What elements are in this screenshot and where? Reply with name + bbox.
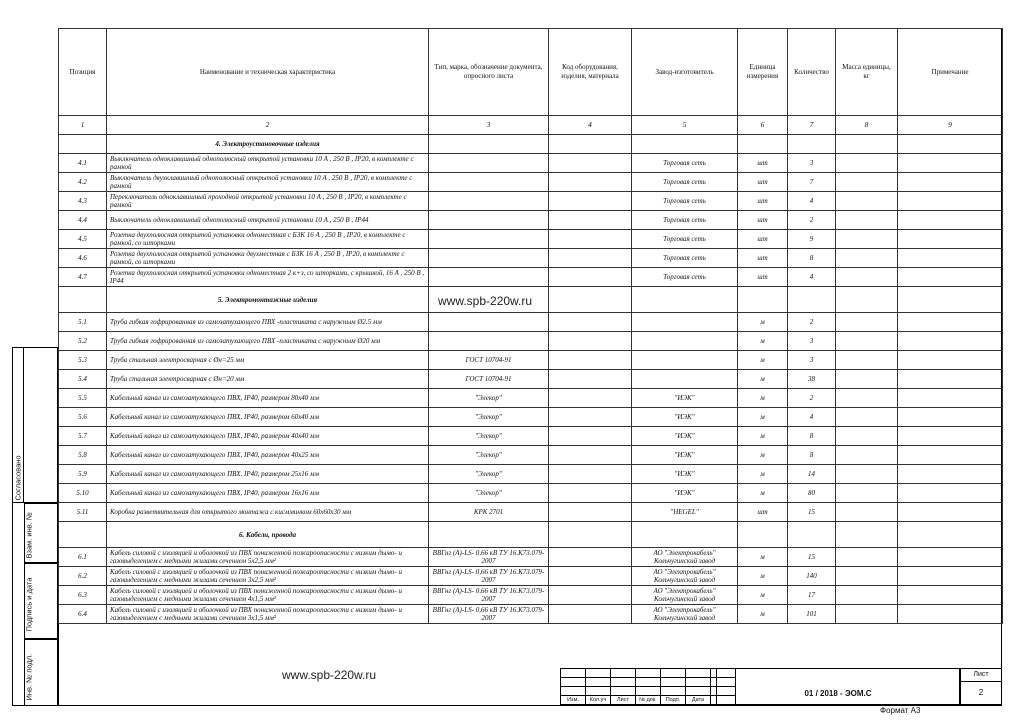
section-spacer [788, 135, 836, 154]
table-row [59, 154, 1003, 173]
item-code [549, 211, 632, 230]
item-type: "Элекор" [429, 427, 549, 446]
table-row [59, 465, 1003, 484]
item-unit: м [738, 605, 788, 624]
item-note [898, 503, 1003, 522]
item-position: 6.1 [59, 548, 107, 567]
section-spacer [836, 522, 898, 548]
table-row [59, 408, 1003, 427]
item-maker: "HEGEL" [632, 503, 738, 522]
item-note [898, 313, 1003, 332]
table-row [59, 389, 1003, 408]
item-code [549, 465, 632, 484]
section-spacer [549, 522, 632, 548]
item-qty: 101 [788, 605, 836, 624]
item-note [898, 154, 1003, 173]
item-maker: Торговая сеть [632, 154, 738, 173]
section-title: 4. Электроустановочные изделия [107, 135, 429, 154]
table-row [59, 484, 1003, 503]
item-qty: 4 [788, 268, 836, 287]
col-number: 9 [898, 116, 1003, 135]
stamp-label-date: Дата [686, 696, 711, 705]
item-qty: 3 [788, 154, 836, 173]
table-row [59, 586, 1003, 605]
item-maker: АО "Электрокабель" Кольчугинский завод [632, 605, 738, 624]
item-qty: 3 [788, 332, 836, 351]
item-code [549, 605, 632, 624]
item-qty: 2 [788, 389, 836, 408]
section-spacer [549, 287, 632, 313]
item-qty: 15 [788, 548, 836, 567]
item-name: Кабельный канал из самозатухающего ПВХ, IP40, размером 40х25 мм [107, 446, 429, 465]
item-position: 5.8 [59, 446, 107, 465]
specification-table [58, 28, 1003, 624]
item-note [898, 173, 1003, 192]
item-qty: 38 [788, 370, 836, 389]
item-name: Выключатель одноклавишный однополюсный открытой установки 10 А , 250 В , IP44 [107, 211, 429, 230]
col-number: 2 [107, 116, 429, 135]
item-position: 6.2 [59, 567, 107, 586]
item-type: ГОСТ 10704-91 [429, 370, 549, 389]
approval-strip-cell [24, 347, 58, 503]
item-type [429, 332, 549, 351]
section-row [59, 135, 1003, 154]
table-row [59, 548, 1003, 567]
item-code [549, 192, 632, 211]
item-note [898, 332, 1003, 351]
item-code [549, 567, 632, 586]
sheet-box [960, 668, 1002, 705]
item-mass [836, 586, 898, 605]
col-number: 4 [549, 116, 632, 135]
item-name: Выключатель одноклавишный однополюсный открытой установки 10 А , 250 В , IP20, в комплекте с рамкой [107, 154, 429, 173]
item-note [898, 389, 1003, 408]
section-spacer [788, 522, 836, 548]
item-unit: м [738, 313, 788, 332]
header-code: Код оборудования, изделия, материала [549, 29, 632, 116]
section-spacer [898, 287, 1003, 313]
item-mass [836, 351, 898, 370]
header-type: Тип, марка, обозначение документа, опросного листа [429, 29, 549, 116]
item-note [898, 351, 1003, 370]
item-type: ВВГнг (А)-LS- 0,66 кВ ТУ 16.К73.079-2007 [429, 605, 549, 624]
section-spacer [632, 287, 738, 313]
item-note [898, 427, 1003, 446]
section-spacer [632, 522, 738, 548]
item-mass [836, 313, 898, 332]
table-row [59, 173, 1003, 192]
table-row [59, 503, 1003, 522]
item-unit: м [738, 370, 788, 389]
header-mass: Масса единицы, кг [836, 29, 898, 116]
item-maker [632, 313, 738, 332]
item-code [549, 389, 632, 408]
item-code [549, 351, 632, 370]
item-qty: 8 [788, 427, 836, 446]
item-mass [836, 548, 898, 567]
section-spacer [738, 135, 788, 154]
item-qty: 80 [788, 484, 836, 503]
item-mass [836, 332, 898, 351]
item-position: 6.3 [59, 586, 107, 605]
item-position: 5.9 [59, 465, 107, 484]
section-spacer [549, 135, 632, 154]
header-note: Примечание [898, 29, 1003, 116]
item-note [898, 370, 1003, 389]
watermark-top: www.spb-220w.ru [438, 294, 533, 308]
item-code [549, 446, 632, 465]
specification-body [59, 135, 1003, 624]
item-mass [836, 389, 898, 408]
item-mass [836, 408, 898, 427]
section-spacer [59, 135, 107, 154]
table-row [59, 605, 1003, 624]
header-unit: Единица измерения [738, 29, 788, 116]
title-block-grid [560, 668, 736, 705]
table-row [59, 230, 1003, 249]
item-unit: шт [738, 173, 788, 192]
item-qty: 15 [788, 503, 836, 522]
item-qty: 14 [788, 465, 836, 484]
item-name: Кабельный канал из самозатухающего ПВХ, IP40, размером 80х40 мм [107, 389, 429, 408]
item-maker [632, 332, 738, 351]
item-position: 5.7 [59, 427, 107, 446]
item-type [429, 313, 549, 332]
item-code [549, 230, 632, 249]
section-spacer [429, 135, 549, 154]
item-maker: Торговая сеть [632, 230, 738, 249]
item-code [549, 408, 632, 427]
stamp-label-sign: Подп. [661, 696, 686, 705]
item-mass [836, 249, 898, 268]
item-note [898, 446, 1003, 465]
item-position: 5.6 [59, 408, 107, 427]
item-name: Труба стальная электросварная с Øн=25 мм [107, 351, 429, 370]
item-position: 5.2 [59, 332, 107, 351]
item-type: "Элекор" [429, 465, 549, 484]
item-name: Розетка двухполюсная открытой установки двухместная с БЗК 16 А , 250 В , IP20, в комплекте с рамкой, со шторками [107, 249, 429, 268]
item-maker [632, 370, 738, 389]
item-name: Розетка двухполюсная открытой установки одноместная 2 к+з, со шторками, с крышкой, 16 А , 250 В , IP44 [107, 268, 429, 287]
sheet-number: 2 [978, 688, 984, 697]
item-mass [836, 465, 898, 484]
item-type [429, 211, 549, 230]
item-type [429, 173, 549, 192]
item-mass [836, 154, 898, 173]
watermark-bottom: www.spb-220w.ru [282, 668, 377, 682]
item-type [429, 192, 549, 211]
item-name: Кабельный канал из самозатухающего ПВХ, IP40, размером 16х16 мм [107, 484, 429, 503]
item-note [898, 230, 1003, 249]
table-row [59, 332, 1003, 351]
item-unit: м [738, 427, 788, 446]
item-position: 4.5 [59, 230, 107, 249]
item-type: ВВГнг (А)-LS- 0,66 кВ ТУ 16.К73.079-2007 [429, 548, 549, 567]
item-position: 5.1 [59, 313, 107, 332]
item-code [549, 548, 632, 567]
table-row [59, 211, 1003, 230]
item-type: ГОСТ 10704-91 [429, 351, 549, 370]
header-qty: Количество [788, 29, 836, 116]
item-mass [836, 268, 898, 287]
item-name: Кабельный канал из самозатухающего ПВХ, IP40, размером 40х40 мм [107, 427, 429, 446]
header-position: Позиция [59, 29, 107, 116]
item-position: 4.3 [59, 192, 107, 211]
item-maker: "ИЭК" [632, 484, 738, 503]
item-type: ВВГнг (А)-LS- 0,66 кВ ТУ 16.К73.079-2007 [429, 586, 549, 605]
table-row [59, 427, 1003, 446]
item-name: Труба стальная электросварная с Øн=20 мм [107, 370, 429, 389]
item-unit: шт [738, 230, 788, 249]
sheet-label: Лист [961, 669, 1001, 682]
item-code [549, 249, 632, 268]
item-unit: м [738, 484, 788, 503]
section-spacer [836, 287, 898, 313]
item-position: 5.10 [59, 484, 107, 503]
table-row [59, 567, 1003, 586]
header-maker: Завод-изготовитель [632, 29, 738, 116]
item-unit: шт [738, 503, 788, 522]
item-name: Кабельный канал из самозатухающего ПВХ, IP40, размером 25х16 мм [107, 465, 429, 484]
item-type [429, 154, 549, 173]
table-row [59, 313, 1003, 332]
section-title: 6. Кабели, провода [107, 522, 429, 548]
item-code [549, 586, 632, 605]
item-name: Кабель силовой с изоляцией и оболочкой из ПВХ пониженной пожароопасности с низким дымо- и газовыделением с медными жилами сечением 5х2,5 мм² [107, 548, 429, 567]
item-maker: "ИЭК" [632, 427, 738, 446]
section-spacer [632, 135, 738, 154]
item-code [549, 313, 632, 332]
item-mass [836, 370, 898, 389]
item-qty: 4 [788, 192, 836, 211]
item-unit: м [738, 446, 788, 465]
item-mass [836, 230, 898, 249]
item-code [549, 484, 632, 503]
item-qty: 140 [788, 567, 836, 586]
section-spacer [898, 135, 1003, 154]
item-qty: 4 [788, 408, 836, 427]
item-note [898, 408, 1003, 427]
item-note [898, 192, 1003, 211]
item-note [898, 249, 1003, 268]
item-maker: Торговая сеть [632, 192, 738, 211]
item-position: 5.11 [59, 503, 107, 522]
item-unit: м [738, 351, 788, 370]
item-maker: "ИЭК" [632, 408, 738, 427]
item-name: Переключатель одноклавишный проходной открытой установки 10 А , 250 В , IP20, в комплекте с рамкой [107, 192, 429, 211]
item-name: Кабель силовой с изоляцией и оболочкой из ПВХ пониженной пожароопасности с низким дымо- и газовыделением с медными жилами сечением 3х1,5 мм² [107, 605, 429, 624]
item-mass [836, 173, 898, 192]
item-mass [836, 605, 898, 624]
signature-date-label: Подпись и дата [24, 577, 34, 632]
item-unit: шт [738, 154, 788, 173]
stamp-label-change: Изм. [561, 696, 586, 705]
section-spacer [59, 522, 107, 548]
section-spacer [59, 287, 107, 313]
item-maker: Торговая сеть [632, 268, 738, 287]
col-number: 7 [788, 116, 836, 135]
item-qty: 7 [788, 173, 836, 192]
item-unit: м [738, 465, 788, 484]
item-maker [632, 351, 738, 370]
item-qty: 9 [788, 230, 836, 249]
item-position: 4.6 [59, 249, 107, 268]
item-note [898, 567, 1003, 586]
col-number: 8 [836, 116, 898, 135]
item-name: Кабель силовой с изоляцией и оболочкой из ПВХ пониженной пожароопасности с низким дымо- и газовыделением с медными жилами сечением 4х1,5 мм² [107, 586, 429, 605]
item-maker: Торговая сеть [632, 211, 738, 230]
item-qty: 2 [788, 313, 836, 332]
section-spacer [836, 135, 898, 154]
item-maker: "ИЭК" [632, 446, 738, 465]
item-code [549, 503, 632, 522]
item-maker: АО "Электрокабель" Кольчугинский завод [632, 586, 738, 605]
item-type: "Элекор" [429, 484, 549, 503]
item-maker: Торговая сеть [632, 249, 738, 268]
item-maker: Торговая сеть [632, 173, 738, 192]
item-name: Розетка двухполюсная открытой установки одноместная с БЗК 16 А , 250 В , IP20, в комплекте с рамкой, со шторками [107, 230, 429, 249]
item-name: Труба гибкая гофрированная из самозатухающего ПВХ -пластиката с наружным Ø20 мм [107, 332, 429, 351]
item-position: 5.5 [59, 389, 107, 408]
item-type: "Элекор" [429, 408, 549, 427]
header-row [59, 29, 1003, 116]
item-type [429, 268, 549, 287]
original-inv-label: Инв. № подл. [24, 653, 34, 701]
item-maker: "ИЭК" [632, 465, 738, 484]
item-note [898, 605, 1003, 624]
section-spacer [788, 287, 836, 313]
item-maker: АО "Электрокабель" Кольчугинский завод [632, 567, 738, 586]
item-mass [836, 484, 898, 503]
table-row [59, 192, 1003, 211]
item-name: Коробка разветвительная для открытого монтажа с кисмминком 60х60х30 мм [107, 503, 429, 522]
item-unit: м [738, 408, 788, 427]
item-note [898, 268, 1003, 287]
section-title: 5. Электромонтажные изделия [107, 287, 429, 313]
item-qty: 3 [788, 351, 836, 370]
item-qty: 17 [788, 586, 836, 605]
item-unit: м [738, 586, 788, 605]
item-name: Кабельный канал из самозатухающего ПВХ, IP40, размером 60х40 мм [107, 408, 429, 427]
item-type: "Элекор" [429, 389, 549, 408]
item-type: КРК 2701 [429, 503, 549, 522]
item-code [549, 268, 632, 287]
approved-label: Согласовано [13, 455, 23, 501]
section-row [59, 522, 1003, 548]
item-position: 5.3 [59, 351, 107, 370]
item-note [898, 586, 1003, 605]
item-name: Труба гибкая гофрированная из самозатухающего ПВХ -пластиката с наружным Ø2.5 мм [107, 313, 429, 332]
table-row [59, 370, 1003, 389]
item-position: 4.1 [59, 154, 107, 173]
item-maker: АО "Электрокабель" Кольчугинский завод [632, 548, 738, 567]
item-mass [836, 211, 898, 230]
item-unit: шт [738, 192, 788, 211]
section-spacer [898, 522, 1003, 548]
item-unit: шт [738, 211, 788, 230]
item-unit: м [738, 332, 788, 351]
item-qty: 8 [788, 446, 836, 465]
item-mass [836, 446, 898, 465]
item-note [898, 548, 1003, 567]
item-unit: м [738, 389, 788, 408]
item-qty: 2 [788, 211, 836, 230]
table-row [59, 268, 1003, 287]
item-code [549, 370, 632, 389]
section-spacer [738, 287, 788, 313]
document-number: 01 / 2018 - ЭОМ.С [716, 668, 960, 705]
item-unit: м [738, 567, 788, 586]
item-type [429, 230, 549, 249]
item-position: 5.4 [59, 370, 107, 389]
section-spacer [429, 522, 549, 548]
column-number-row [59, 116, 1003, 135]
item-type [429, 249, 549, 268]
item-note [898, 465, 1003, 484]
item-position: 4.4 [59, 211, 107, 230]
item-maker: "ИЭК" [632, 389, 738, 408]
table-row [59, 351, 1003, 370]
col-number: 1 [59, 116, 107, 135]
item-note [898, 211, 1003, 230]
item-unit: шт [738, 249, 788, 268]
stamp-label-count: Кол.уч [586, 696, 611, 705]
item-qty: 8 [788, 249, 836, 268]
item-code [549, 332, 632, 351]
item-type: "Элекор" [429, 446, 549, 465]
item-position: 4.2 [59, 173, 107, 192]
table-row [59, 446, 1003, 465]
item-name: Выключатель двухклавишный однополюсный открытой установки 10 А , 250 В , IP20, в комплекте с рамкой [107, 173, 429, 192]
col-number: 5 [632, 116, 738, 135]
replaced-inv-label: Взам. инв. № [24, 512, 34, 559]
table-row [59, 249, 1003, 268]
item-position: 4.7 [59, 268, 107, 287]
col-number: 6 [738, 116, 788, 135]
item-type: ВВГнг (А)-LS- 0,66 кВ ТУ 16.К73.079-2007 [429, 567, 549, 586]
item-code [549, 427, 632, 446]
item-mass [836, 427, 898, 446]
item-name: Кабель силовой с изоляцией и оболочкой из ПВХ пониженной пожароопасности с низким дымо- и газовыделением с медными жилами сечением 3х2,5 мм² [107, 567, 429, 586]
paper-format: Формат А3 [880, 706, 921, 715]
col-number: 3 [429, 116, 549, 135]
item-code [549, 173, 632, 192]
item-code [549, 154, 632, 173]
item-note [898, 484, 1003, 503]
item-mass [836, 567, 898, 586]
stamp-label-sheet: Лист [611, 696, 636, 705]
item-mass [836, 192, 898, 211]
stamp-label-docno: № док. [636, 696, 661, 705]
section-spacer [738, 522, 788, 548]
item-position: 6.4 [59, 605, 107, 624]
item-unit: шт [738, 268, 788, 287]
item-unit: м [738, 548, 788, 567]
item-mass [836, 503, 898, 522]
header-name: Наименование и техническая характеристика [107, 29, 429, 116]
